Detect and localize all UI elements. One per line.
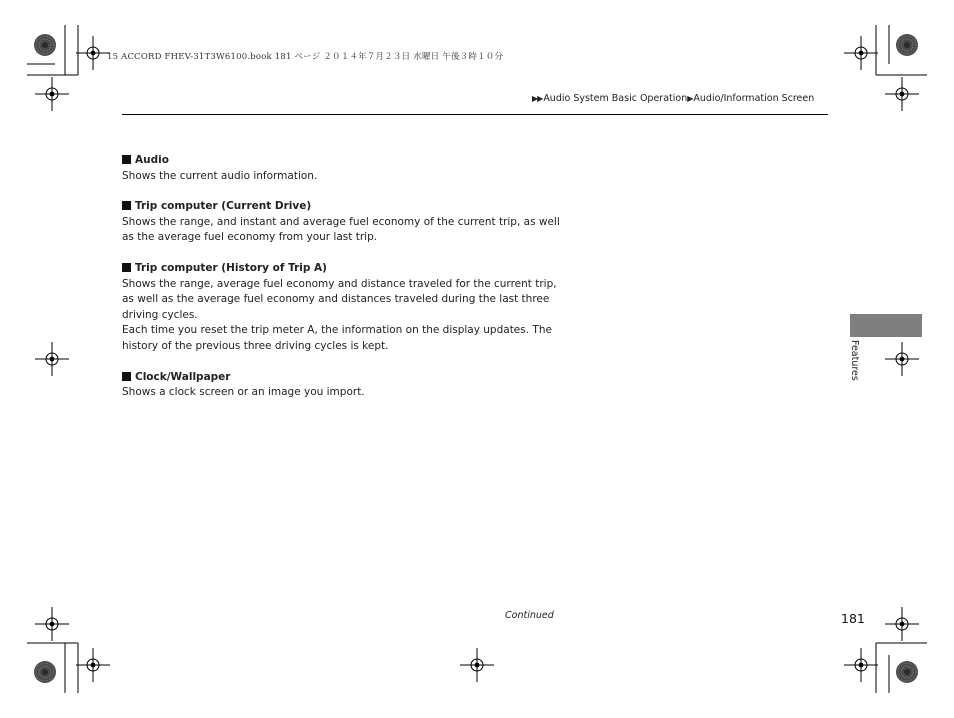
registration-starburst-icon — [896, 661, 918, 683]
registration-crosshair-icon — [460, 648, 494, 682]
registration-crosshair-icon — [35, 607, 69, 641]
registration-crosshair-icon — [76, 36, 110, 70]
registration-crosshair-icon — [885, 342, 919, 376]
registration-crosshair-icon — [76, 648, 110, 682]
continued-note: Continued — [505, 610, 554, 621]
body-line: as well as the average fuel economy and distances traveled during the last three — [122, 293, 550, 306]
body-line: Shows the current audio information. — [122, 169, 318, 182]
section-title: Clock/Wallpaper — [135, 370, 231, 383]
registration-starburst-icon — [34, 661, 56, 683]
body-line: Each time you reset the trip meter A, the information on the display updates. The — [122, 324, 552, 337]
breadcrumb-separator-icon: ▶ — [687, 94, 693, 103]
registration-crosshair-icon — [844, 36, 878, 70]
body-line: driving cycles. — [122, 308, 198, 321]
body-line: Shows the range, average fuel economy and distance traveled for the current trip, — [122, 277, 557, 290]
registration-crosshair-icon — [885, 607, 919, 641]
registration-crosshair-icon — [844, 648, 878, 682]
registration-starburst-icon — [34, 34, 56, 56]
registration-starburst-icon — [896, 34, 918, 56]
section-title: Audio — [135, 154, 169, 166]
body-line: Shows a clock screen or an image you import. — [122, 386, 365, 399]
section-title: Trip computer (Current Drive) — [135, 200, 312, 213]
print-header: 15 ACCORD FHEV-31T3W6100.book 181 ページ ２０１４年７月２３日 水曜日 午後３時１０分 — [107, 52, 504, 62]
body-line: as the average fuel economy from your last trip. — [122, 231, 378, 244]
breadcrumb-arrows-icon: ▶▶ — [532, 94, 543, 103]
registration-crosshair-icon — [35, 342, 69, 376]
section-title: Trip computer (History of Trip A) — [135, 261, 327, 274]
chapter-side-label: Features — [849, 340, 860, 381]
registration-crosshair-icon — [35, 77, 69, 111]
body-line: history of the previous three driving cycles is kept. — [122, 339, 389, 352]
breadcrumb-current-page: Audio/Information Screen — [693, 93, 815, 104]
registration-crosshair-icon — [885, 77, 919, 111]
body-line: Shows the range, and instant and average fuel economy of the current trip, as well — [122, 215, 560, 228]
page-number: 181 — [841, 611, 865, 626]
breadcrumb-section-link[interactable]: Audio System Basic Operation — [543, 93, 688, 104]
